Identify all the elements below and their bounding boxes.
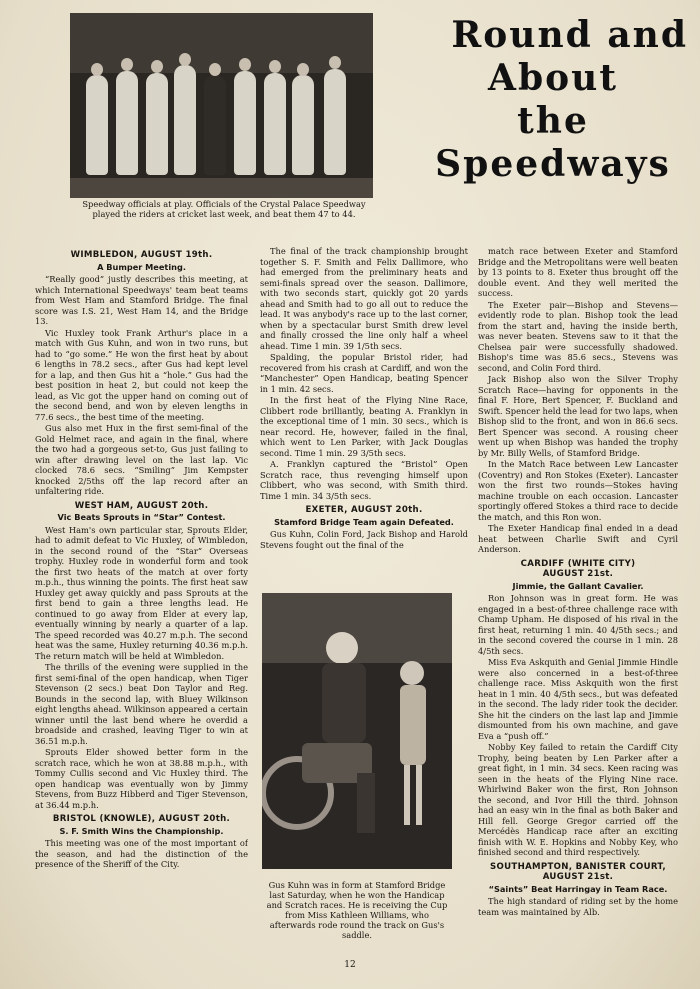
paragraph: Miss Eva Askquith and Genial Jimmie Hindle were also concerned in a best-of-three challenge race. Miss Askquith won the first heat in 1 min. 40 4/5th secs., but was defeated in the second. The lady rider took the decider. She hit the cinders on the last lap and Jimmie dismounted from his own machine, and gave Eva a “push off.” <box>478 657 678 741</box>
column-2 <box>260 246 468 591</box>
west-ham-heading: WEST HAM, AUGUST 20th. <box>74 500 209 511</box>
cup-presentation-photo <box>262 593 452 869</box>
title-line-4: Speedways <box>435 143 671 185</box>
paragraph: Sprouts Elder showed better form in the scratch race, which he won at 38.88 m.p.h., with Tommy Cullis second and Vic Huxley third. The open handicap was eventually won by Jimmy Stevens, from Buzz Hibberd and Tiger Stevenson, at 36.44 m.p.h. <box>35 747 248 810</box>
paragraph: In the first heat of the Flying Nine Race, Clibbert rode brilliantly, beating A. Franklyn in the exceptional time of 1 min. 30 secs., which is near record. He, however, failed in the final, which went to Len Parker, with Jack Douglas second. Time 1 min. 29 3/5th secs. <box>260 395 468 458</box>
cardiff-subheading: Jimmie, the Gallant Cavalier. <box>512 580 644 591</box>
southampton-heading: SOUTHAMPTON, BANISTER COURT, <box>490 861 666 872</box>
exeter-subheading: Stamford Bridge Team again Defeated. <box>274 516 454 527</box>
top-photo-caption: Speedway officials at play. Officials of the Crystal Palace Speedway played the riders at cricket last week, and beat them 47 to 44. <box>82 199 366 219</box>
paragraph: match race between Exeter and Stamford Bridge and the Metropolitans were well beaten by 13 points to 8. Exeter thus brought off the double event. And they well merited the success. <box>478 246 678 298</box>
cardiff-date: AUGUST 21st. <box>542 569 614 579</box>
column-1 <box>35 246 248 948</box>
bristol-subheading: S. F. Smith Wins the Championship. <box>59 825 224 836</box>
southampton-subheading: “Saints” Beat Harringay in Team Race. <box>488 883 668 894</box>
page-title <box>418 14 688 186</box>
title-line-3: the <box>517 100 589 142</box>
paragraph: The thrills of the evening were supplied in the first semi-final of the open handicap, when Tiger Stevenson (2 secs.) beat Don Taylor and Reg. Bounds in the second lap, with Bluey Wilkinson eight lengths ahead. Wilkinson appeared a certain winner until the last bend where he overdid a broadside and crashed, leaving Tiger to win at 36.51 m.p.h. <box>35 662 248 746</box>
west-ham-subheading: Vic Beats Sprouts in “Star” Contest. <box>57 512 226 522</box>
paragraph: The high standard of riding set by the home team was maintained by Alb. <box>478 896 678 917</box>
wimbledon-heading: WIMBLEDON, AUGUST 19th. <box>70 250 213 260</box>
paragraph: In the Match Race between Lew Lancaster (Coventry) and Ron Stokes (Exeter). Lancaster won the first two rounds—Stokes having machine trouble on each occasion. Lancaster sportingly offered Stokes a third race to decide the match, and this Ron won. <box>478 459 678 522</box>
bristol-heading: BRISTOL (KNOWLE), AUGUST 20th. <box>52 814 231 824</box>
title-line-2: About <box>488 57 618 99</box>
paragraph: A. Franklyn captured the “Bristol” Open Scratch race, thus revenging himself upon Clibbert, who was second, with Smith third. Time 1 min. 34 3/5th secs. <box>260 459 468 501</box>
exeter-heading: EXETER, AUGUST 20th. <box>305 505 423 515</box>
paragraph: The final of the track championship brought together S. F. Smith and Felix Dallimore, who had emerged from the preliminary heats and semi-finals spread over the season. Dallimore, with two seconds start, quickly got 20 yards ahead and Smith had to go all out to reduce the lead. It was anybody's race up to the last corner, when by a spectacular burst Smith drew level and finally crossed the line only half a wheel ahead. Time 1 min. 39 1/5th secs. <box>260 246 468 351</box>
paragraph: “Really good” justly describes this meeting, at which International Speedways' team beat teams from West Ham and Stamford Bridge. The final score was I.S. 21, West Ham 14, and the Bridge 13. <box>35 274 248 326</box>
paragraph: West Ham's own particular star, Sprouts Elder, had to admit defeat to Vic Huxley, of Wimbledon, in the second round of the “Star” Overseas trophy. Huxley rode in wonderful form and took the first two heats of the match at over forty m.p.h., thus winning the points. The first heat saw Huxley get away quickly and pass Sprouts at the first bend to gain a three lengths lead. He continued to go away from Elder at every lap, eventually winning by nearly a quarter of a lap. The speed recorded was 40.27 m.p.h. The second heat was the same, Huxley returning 40.36 m.p.h. The return match will be held at Wimbledon. <box>35 524 248 661</box>
paragraph: The Exeter Handicap final ended in a dead heat between Charlie Swift and Cyril Anderson. <box>478 523 678 554</box>
column-3 <box>478 246 678 946</box>
rider-silhouette <box>262 593 452 869</box>
cricket-team-photo <box>70 13 373 198</box>
paragraph: Gus also met Hux in the first semi-final of the Gold Helmet race, and again in the final, where the two had a gorgeous set-to, Gus just failing to win after drawing level on the last lap. Vic clocked 78.6 secs. “Smiling” Jim Kempster knocked 2/5ths off the lap record after an unfaltering ride. <box>35 423 248 496</box>
mid-photo-caption: Gus Kuhn was in form at Stamford Bridge last Saturday, when he won the Handicap and Scratch races. He is receiving the Cup from Miss Kathleen Williams, who afterwards rode round the track on Gus's saddle. <box>266 880 448 940</box>
paragraph: Nobby Key failed to retain the Cardiff City Trophy, being beaten by Len Parker after a great fight, in 1 min. 34 secs. Keen racing was seen in the heats of the Flying Nine race. Whirlwind Baker won the first, Ron Johnson the second, and Ivor Hill the third. Johnson had an easy win in the final as both Baker and Hill fell. George Gregor carried off the Mercédès Handicap race after an exciting finish with W. E. Hopkins and Nobby Key, who finished second and third respectively. <box>478 742 678 857</box>
paragraph: Spalding, the popular Bristol rider, had recovered from his crash at Cardiff, and won the “Manchester” Open Handicap, beating Spencer in 1 min. 42 secs. <box>260 352 468 394</box>
southampton-date: AUGUST 21st. <box>542 872 614 882</box>
cardiff-heading: CARDIFF (WHITE CITY) <box>520 558 636 569</box>
title-line-1: Round and <box>451 14 688 56</box>
paragraph: Ron Johnson was in great form. He was engaged in a best-of-three challenge race with Champ Upham. He disposed of his rival in the first heat, returning 1 min. 40 4/5th secs.; and in the second covered the course in 1 min. 28 4/5th secs. <box>478 593 678 656</box>
paragraph: Gus Kuhn, Colin Ford, Jack Bishop and Harold Stevens fought out the final of the <box>260 529 468 550</box>
wimbledon-subheading: A Bumper Meeting. <box>97 261 186 272</box>
paragraph: Vic Huxley took Frank Arthur's place in a match with Gus Kuhn, and won in two runs, but had to “go some.” He won the first heat by about 6 lengths in 78.2 secs., after Gus had kept level for a lap, and then Gus hit a “hole.” Gus had the best position in heat 2, but could not keep the lead, as Vic got the upper hand on coming out of the second bend, and won by eleven lengths in 77.6 secs., the best time of the meeting. <box>35 327 248 422</box>
paragraph: Jack Bishop also won the Silver Trophy Scratch Race—having for opponents in the final F. Hore, Bert Spencer, F. Buckland and Swift. Spencer held the lead for two laps, when Bishop slid to the front, and won in 86.6 secs. Bert Spencer was second. A rousing cheer went up when Bishop was handed the trophy by Mr. Billy Wells, of Stamford Bridge. <box>478 374 678 458</box>
paragraph: This meeting was one of the most important of the season, and had the distinction of the presence of the Sheriff of the City. <box>35 838 248 869</box>
page-number: 12 <box>344 960 356 970</box>
paragraph: The Exeter pair—Bishop and Stevens—evidently rode to plan. Bishop took the lead from the start and, having the inside berth, was never beaten. Stevens saw to it that the Chelsea pair were successfully shadowed. Bishop's time was 85.6 secs., Stevens was second, and Colin Ford third. <box>478 299 678 373</box>
